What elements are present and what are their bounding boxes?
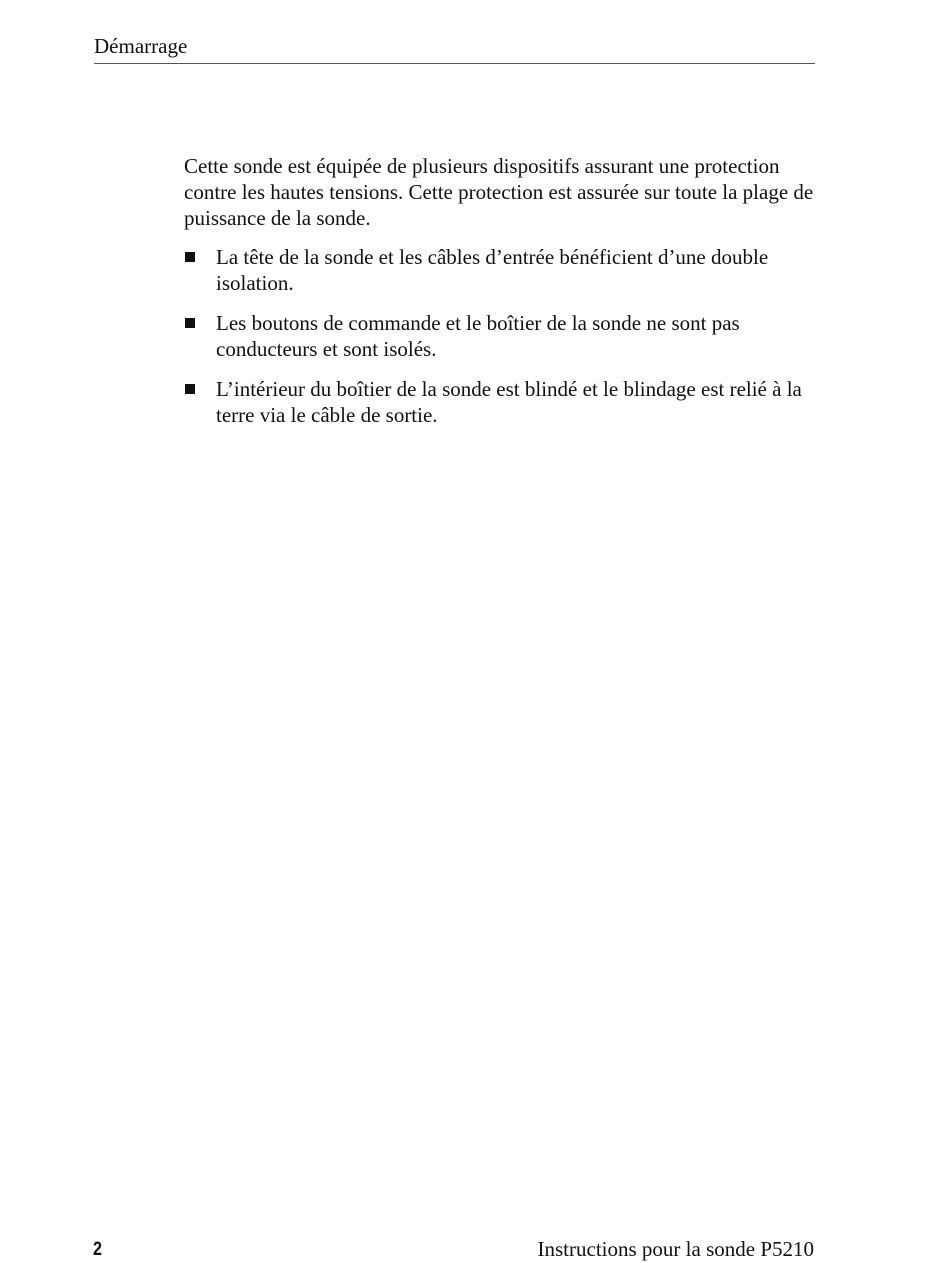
list-item [184,310,824,362]
bullet-list [184,244,824,428]
list-item-text: La tête de la sonde et les câbles d’entrée bénéficient d’une double isolation. [216,245,769,295]
page-number: 2 [93,1239,102,1260]
list-item-text: Les boutons de commande et le boîtier de la sonde ne sont pas conducteurs et sont isolés. [216,311,740,361]
body-content [184,153,824,442]
list-item-text: L’intérieur du boîtier de la sonde est blindé et le blindage est relié à la terre via le câble de sortie. [216,377,802,427]
list-item [184,244,824,296]
header-rule [94,63,815,64]
intro-paragraph: Cette sonde est équipée de plusieurs dispositifs assurant une protection contre les hautes tensions. Cette protection est assurée sur toute la plage de puissance de la sonde. [184,154,814,230]
document-title: Instructions pour la sonde P5210 [537,1237,814,1261]
square-bullet-icon [185,252,195,262]
running-header: Démarrage [94,34,188,58]
square-bullet-icon [185,318,195,328]
square-bullet-icon [185,384,195,394]
list-item [184,376,824,428]
